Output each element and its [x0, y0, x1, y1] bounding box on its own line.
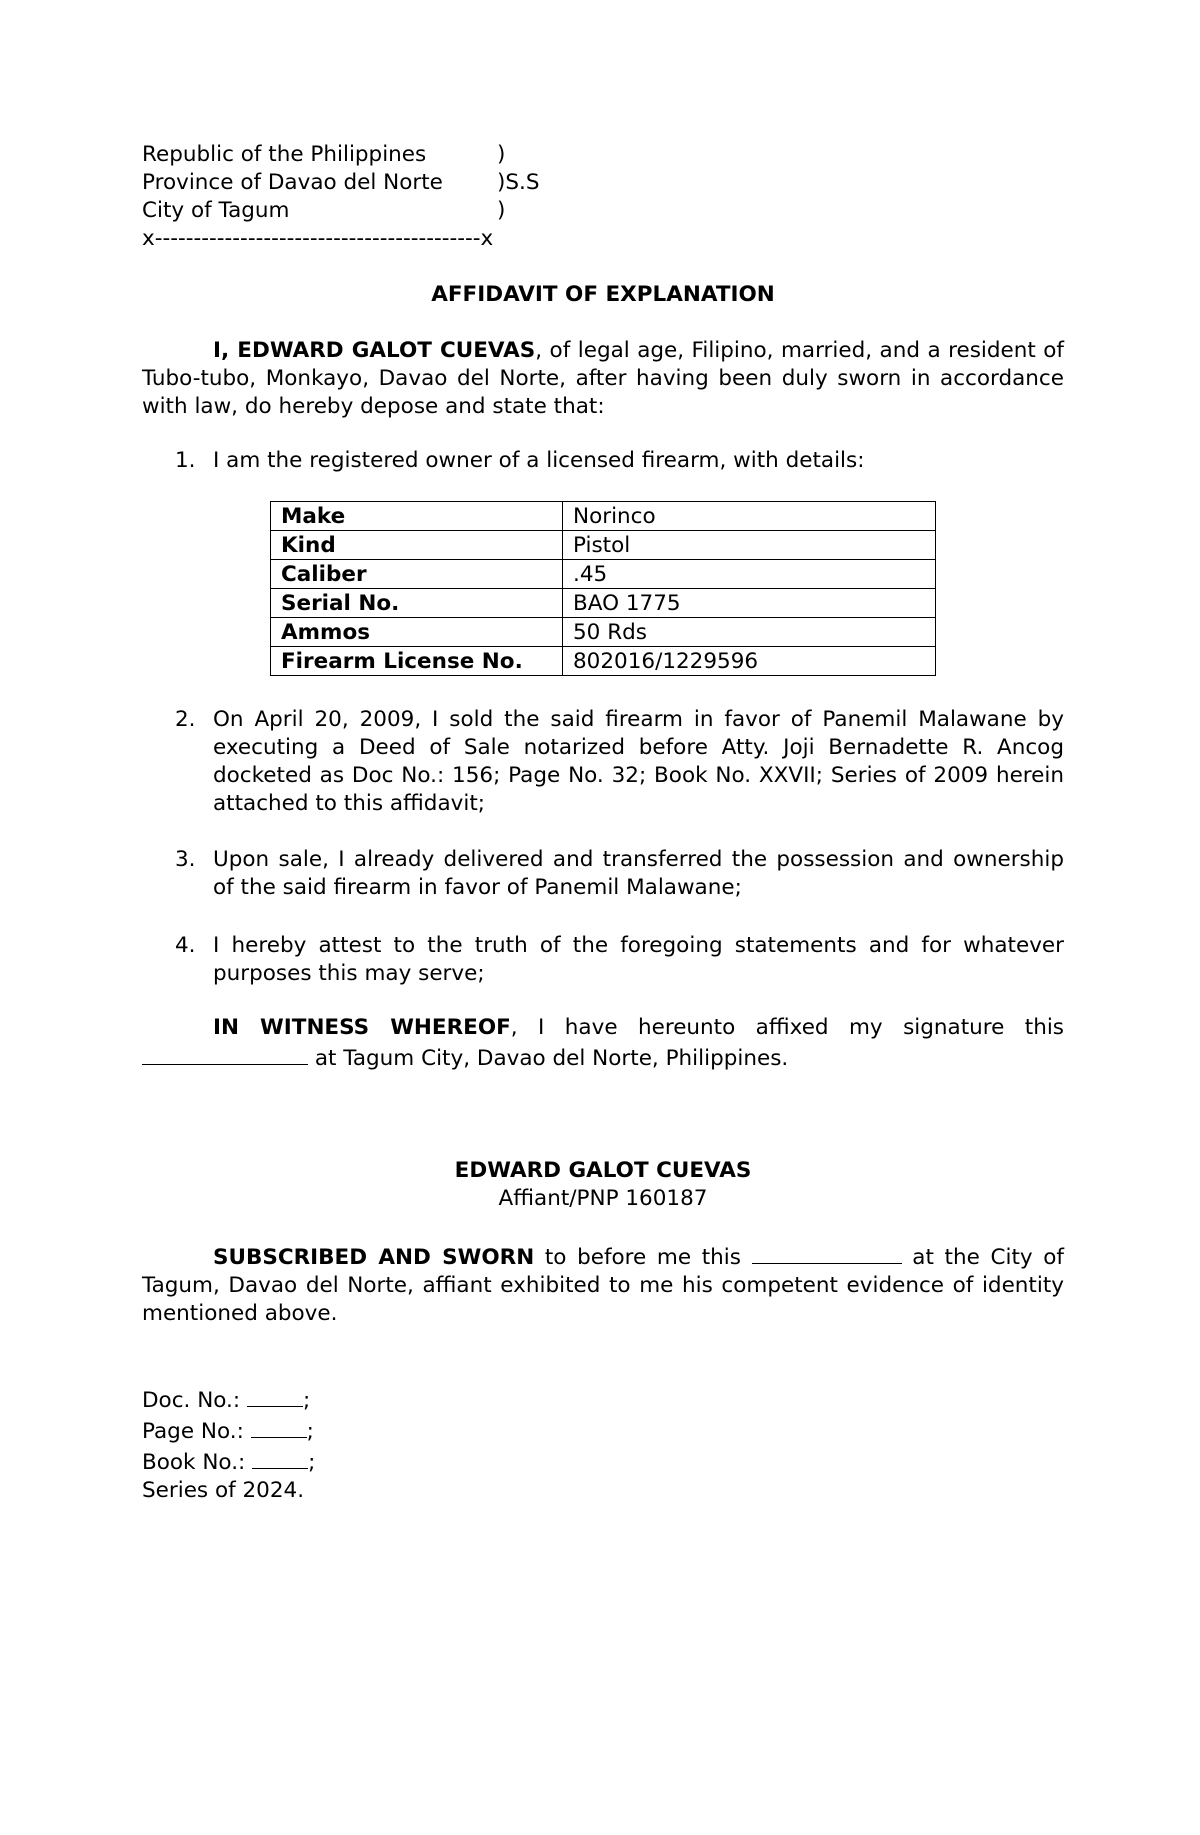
- jurat-text-2: at the City of Tagum, Davao del Norte, affiant exhibited to me his competent evidence of identity mentioned above.: [142, 1245, 1065, 1326]
- table-value: BAO 1775: [563, 589, 936, 618]
- affidavit-page: [142, 141, 1064, 1505]
- page-no-blank: [251, 1415, 307, 1438]
- page-no-suffix: ;: [306, 1419, 314, 1444]
- doc-no-label: Doc. No.:: [142, 1388, 241, 1413]
- page-no-label: Page No.:: [142, 1419, 244, 1444]
- doc-no-suffix: ;: [302, 1388, 311, 1413]
- table-row: [271, 589, 936, 618]
- item-number: 4.: [175, 933, 196, 958]
- table-label: Make: [271, 502, 563, 531]
- venue-paren-ss: )S.S: [497, 170, 540, 195]
- table-label: Kind: [271, 531, 563, 560]
- series-line: Series of 2024.: [142, 1478, 305, 1503]
- date-blank: [142, 1042, 308, 1065]
- item-number: 2.: [175, 707, 196, 732]
- table-value: .45: [563, 560, 936, 589]
- notary-register: [142, 1384, 1064, 1505]
- item-text: I am the registered owner of a licensed firearm, with details:: [213, 448, 865, 473]
- book-no-label: Book No.:: [142, 1450, 246, 1475]
- jurat-bold: SUBSCRIBED AND SWORN: [213, 1245, 535, 1270]
- item-number: 3.: [175, 847, 196, 872]
- item-text: On April 20, 2009, I sold the said firearm in favor of Panemil Malawane by executing a Deed of Sale notarized before Atty. Joji Bernadette R. Ancog docketed as Doc No.: 156; Page No. 32; Book No. XXVII; Series of 2009 herein attached to this affidavit;: [213, 707, 1064, 816]
- jurat-date-blank: [752, 1241, 902, 1264]
- table-row: [271, 502, 936, 531]
- affiant-role: Affiant/PNP 160187: [498, 1186, 708, 1211]
- list-item: [142, 447, 1064, 475]
- table-row: [271, 560, 936, 589]
- table-value: 50 Rds: [563, 618, 936, 647]
- venue-city: City of Tagum: [142, 198, 290, 223]
- book-no-suffix: ;: [308, 1450, 316, 1475]
- venue-paren-3: ): [497, 198, 506, 223]
- jurat-text-1: to before me this: [534, 1245, 752, 1270]
- item-text: Upon sale, I already delivered and transferred the possession and ownership of the said firearm in favor of Panemil Malawane;: [213, 847, 1064, 900]
- item-text: I hereby attest to the truth of the foregoing statements and for whatever purposes this may serve;: [213, 933, 1064, 986]
- table-label: Caliber: [271, 560, 563, 589]
- document-title: AFFIDAVIT OF EXPLANATION: [431, 282, 775, 307]
- item-number: 1.: [175, 448, 196, 473]
- affiant-signature-name: EDWARD GALOT CUEVAS: [454, 1158, 752, 1183]
- page-no-line: [142, 1415, 1064, 1446]
- book-no-line: [142, 1446, 1064, 1477]
- table-label: Ammos: [271, 618, 563, 647]
- venue-province: Province of Davao del Norte: [142, 170, 443, 195]
- venue-block: [142, 141, 1064, 253]
- intro-paragraph: [142, 337, 1064, 421]
- table-row: [271, 647, 936, 676]
- table-row: [271, 618, 936, 647]
- intro-text: , of legal age, Filipino, married, and a resident of Tubo-tubo, Monkayo, Davao del Norte, after having been duly sworn in accordance with law, do hereby depose and state that:: [142, 338, 1064, 419]
- witness-text-2: at Tagum City, Davao del Norte, Philippines.: [308, 1046, 789, 1071]
- witness-paragraph: [142, 1014, 1064, 1073]
- doc-no-blank: [247, 1384, 303, 1407]
- book-no-blank: [252, 1446, 308, 1469]
- table-row: [271, 531, 936, 560]
- list-item: [142, 932, 1064, 988]
- firearm-details-table: [270, 501, 936, 676]
- witness-text-1: , I have hereunto affixed my signature this: [510, 1015, 1064, 1040]
- affiant-name-intro: I, EDWARD GALOT CUEVAS: [213, 338, 536, 363]
- venue-republic: Republic of the Philippines: [142, 142, 427, 167]
- doc-no-line: [142, 1384, 1064, 1415]
- table-label: Serial No.: [271, 589, 563, 618]
- witness-bold: IN WITNESS WHEREOF: [213, 1015, 511, 1040]
- venue-paren-1: ): [497, 142, 506, 167]
- table-value: Pistol: [563, 531, 936, 560]
- list-item: [142, 846, 1064, 902]
- list-item: [142, 706, 1064, 818]
- table-value: Norinco: [563, 502, 936, 531]
- table-label: Firearm License No.: [271, 647, 563, 676]
- venue-separator: x------------------------------------------x: [142, 226, 494, 251]
- jurat-paragraph: [142, 1241, 1064, 1328]
- table-value: 802016/1229596: [563, 647, 936, 676]
